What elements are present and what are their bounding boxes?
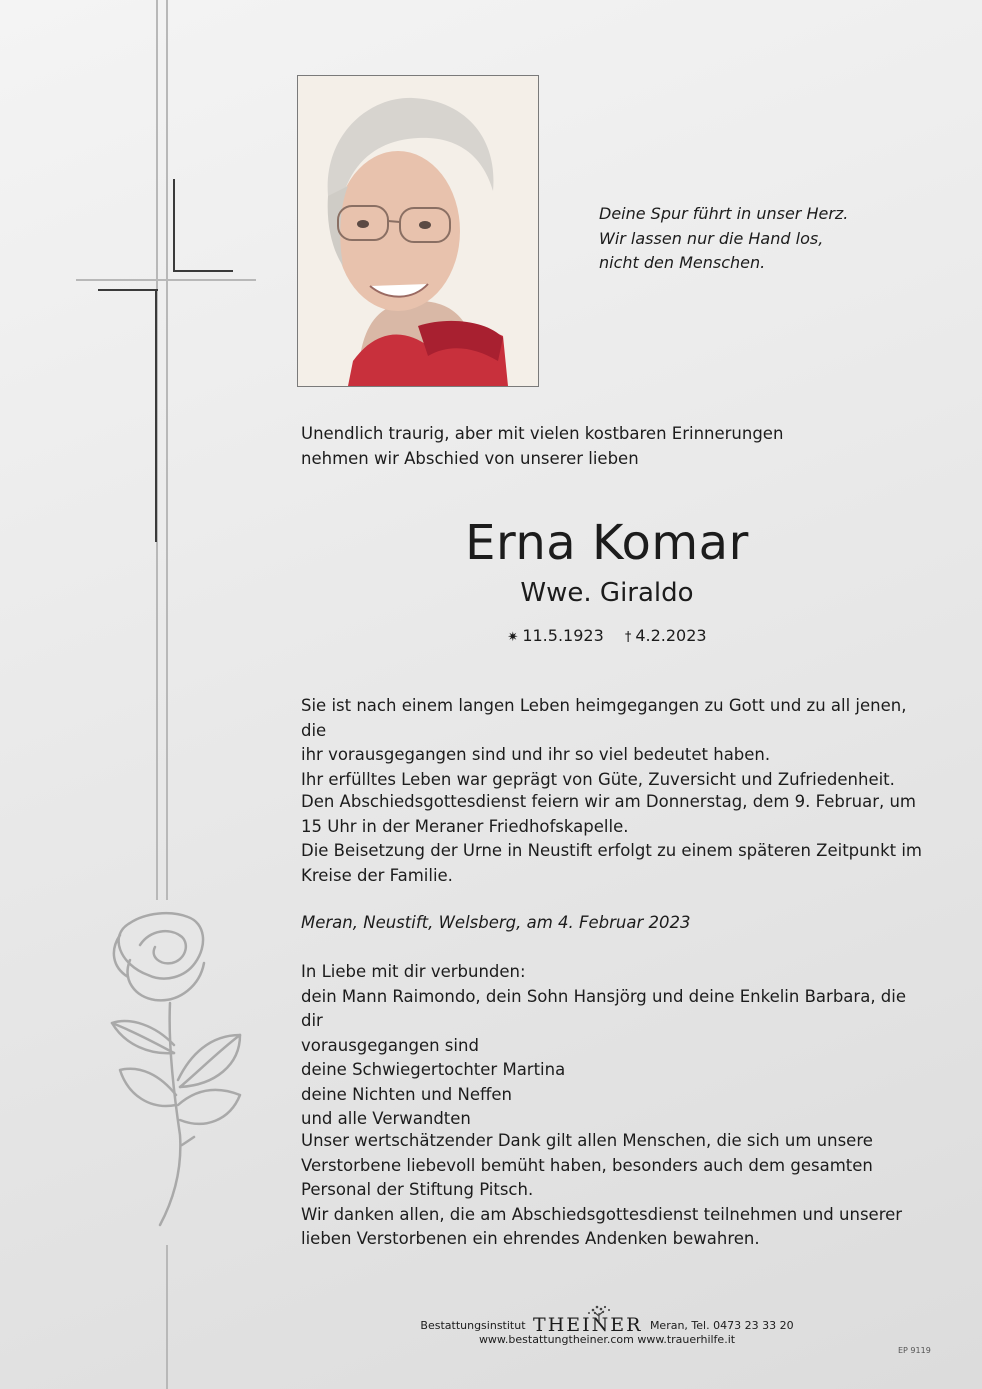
paragraph-line: Unser wertschätzender Dank gilt allen Menschen, die sich um unsere (301, 1131, 873, 1150)
mourner-name: Hansjörg (573, 986, 647, 1006)
footer-websites: www.bestattungtheiner.com www.trauerhilfe.it (478, 1333, 736, 1346)
paragraph-line: Ihr erfülltes Leben war geprägt von Güte, Zuversicht und Zufriedenheit. (301, 769, 895, 789)
mourners-line: und alle Verwandten (301, 1109, 471, 1128)
quote-line: Wir lassen nur die Hand los, (599, 228, 824, 248)
text: , dein Sohn (475, 986, 574, 1006)
text: dein Mann (301, 986, 393, 1006)
paragraph-line: Verstorbene liebevoll bemüht haben, besonders auch dem gesamten (301, 1155, 873, 1175)
birth-icon: ✷ (507, 630, 519, 645)
template-code: EP 9119 (898, 1346, 931, 1355)
cross-upper-stroke (173, 179, 175, 272)
text: deine Schwiegertochter (301, 1060, 503, 1079)
paragraph-service (301, 790, 926, 888)
quote-line: nicht den Menschen. (599, 253, 766, 272)
contact-info: Meran, Tel. 0473 23 33 20 (649, 1319, 794, 1332)
text: , die dir (301, 986, 907, 1030)
paragraph-line: Sie ist nach einem langen Leben heimgegangen zu Gott und zu all jenen, die (301, 696, 907, 740)
birth-date: 11.5.1923 (522, 626, 604, 645)
cross-lower-arm (98, 289, 158, 291)
memorial-quote (599, 202, 848, 276)
mourners-list (301, 960, 926, 1132)
paragraph-line: Die Beisetzung der Urne in Neustift erfolgt zu einem späteren Zeitpunkt im (301, 841, 922, 860)
birth-date-group (507, 626, 603, 645)
paragraph-line: 15 Uhr in der Meraner Friedhofskapelle. (301, 816, 629, 836)
place-date: Meran, Neustift, Welsberg, am 4. Februar 2023 (301, 913, 691, 932)
cross-lower-stroke (155, 289, 157, 542)
institute-label: Bestattungsinstitut (420, 1319, 526, 1332)
mourner-name: Raimondo (392, 986, 476, 1006)
intro-text (301, 422, 783, 471)
portrait-photo (297, 75, 539, 387)
paragraph-line: Personal der Stiftung Pitsch. (301, 1180, 534, 1199)
text: und deine Enkelin (646, 986, 805, 1006)
paragraph-life (301, 694, 926, 792)
mourners-intro: In Liebe mit dir verbunden: (301, 962, 526, 981)
mourner-name: Martina (502, 1060, 566, 1079)
death-date: 4.2.2023 (635, 626, 707, 645)
death-icon: † (624, 630, 632, 645)
life-dates (301, 626, 913, 645)
decorative-vertical-line-right (166, 0, 168, 900)
paragraph-line: Den Abschiedsgottesdienst feiern wir am Donnerstag, dem 9. Februar, um (301, 792, 917, 811)
quote-line: Deine Spur führt in unser Herz. (599, 204, 849, 223)
thanks-paragraph (301, 1129, 926, 1252)
mourners-line: vorausgegangen sind (301, 1035, 479, 1055)
widow-of: Wwe. Giraldo (520, 578, 694, 608)
mourner-name: Barbara (804, 986, 871, 1006)
rose-illustration (100, 905, 260, 1235)
brand-logo-text: THEINER (533, 1314, 643, 1336)
paragraph-line: lieben Verstorbenen ein ehrendes Andenken bewahren. (301, 1229, 760, 1248)
intro-line: Unendlich traurig, aber mit vielen kostbaren Erinnerungen (301, 424, 784, 443)
decorative-vertical-line-bottom (166, 1245, 168, 1389)
paragraph-line: Kreise der Familie. (301, 865, 453, 885)
paragraph-line: ihr vorausgegangen sind und ihr so viel bedeutet haben. (301, 745, 771, 764)
deceased-name: Erna Komar (465, 515, 749, 571)
mourners-line (301, 985, 926, 1034)
tree-logo-icon (579, 1304, 619, 1322)
death-date-group (625, 626, 707, 645)
mourners-line (301, 1058, 926, 1083)
funeral-home-footer (301, 1304, 913, 1347)
intro-line: nehmen wir Abschied von unserer lieben (301, 448, 639, 468)
paragraph-line: Wir danken allen, die am Abschiedsgottesdienst teilnehmen und unserer (301, 1204, 903, 1224)
cross-upper-arm (173, 270, 233, 272)
decorative-cross-bar (76, 279, 256, 281)
mourners-line: deine Nichten und Neffen (301, 1084, 512, 1104)
